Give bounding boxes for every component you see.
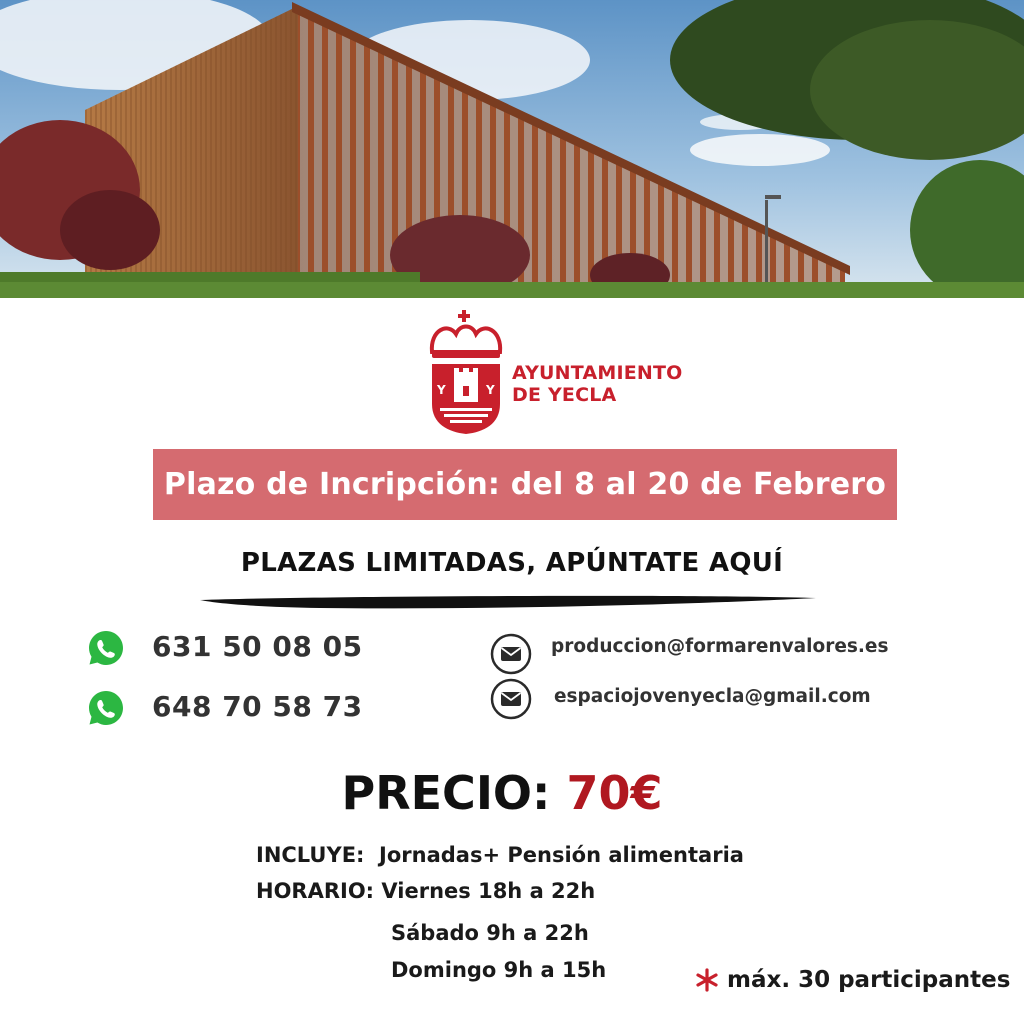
hero-photo	[0, 0, 1024, 298]
svg-text:Y: Y	[437, 383, 446, 397]
price-label: PRECIO:	[341, 766, 551, 820]
price-amount: 70€	[566, 766, 663, 820]
brush-stroke-divider	[200, 592, 816, 612]
schedule-friday: HORARIO: Viernes 18h a 22h	[256, 879, 596, 903]
includes-line: INCLUYE: Jornadas+ Pensión alimentaria	[256, 843, 744, 867]
email-address-1[interactable]: produccion@formarenvalores.es	[551, 636, 889, 657]
schedule-saturday: Sábado 9h a 22h	[391, 921, 589, 945]
deadline-text: Plazo de Incripción: del 8 al 20 de Febrero	[163, 467, 887, 502]
coat-of-arms-icon	[426, 308, 506, 436]
mail-icon[interactable]	[490, 678, 532, 720]
participants-limit-text: máx. 30 participantes	[727, 967, 1011, 993]
schedule-sunday: Domingo 9h a 15h	[391, 958, 607, 982]
email-address-2[interactable]: espaciojovenyecla@gmail.com	[554, 686, 871, 707]
logo-line-2: DE YECLA	[512, 384, 617, 406]
participants-note	[693, 966, 1010, 994]
logo-line-1: AYUNTAMIENTO	[512, 362, 683, 384]
phone-number-1[interactable]: 631 50 08 05	[152, 630, 363, 663]
registration-deadline-banner	[153, 449, 897, 520]
ayuntamiento-logo	[426, 308, 716, 436]
whatsapp-icon[interactable]	[87, 629, 125, 667]
whatsapp-icon[interactable]	[87, 689, 125, 727]
price-heading	[0, 766, 1004, 820]
asterisk-icon	[693, 966, 721, 994]
logo-wordmark	[512, 362, 683, 406]
limited-places-heading: PLAZAS LIMITADAS, APÚNTATE AQUÍ	[240, 548, 784, 578]
svg-text:Y: Y	[486, 383, 495, 397]
mail-icon[interactable]	[490, 633, 532, 675]
phone-number-2[interactable]: 648 70 58 73	[152, 690, 363, 723]
